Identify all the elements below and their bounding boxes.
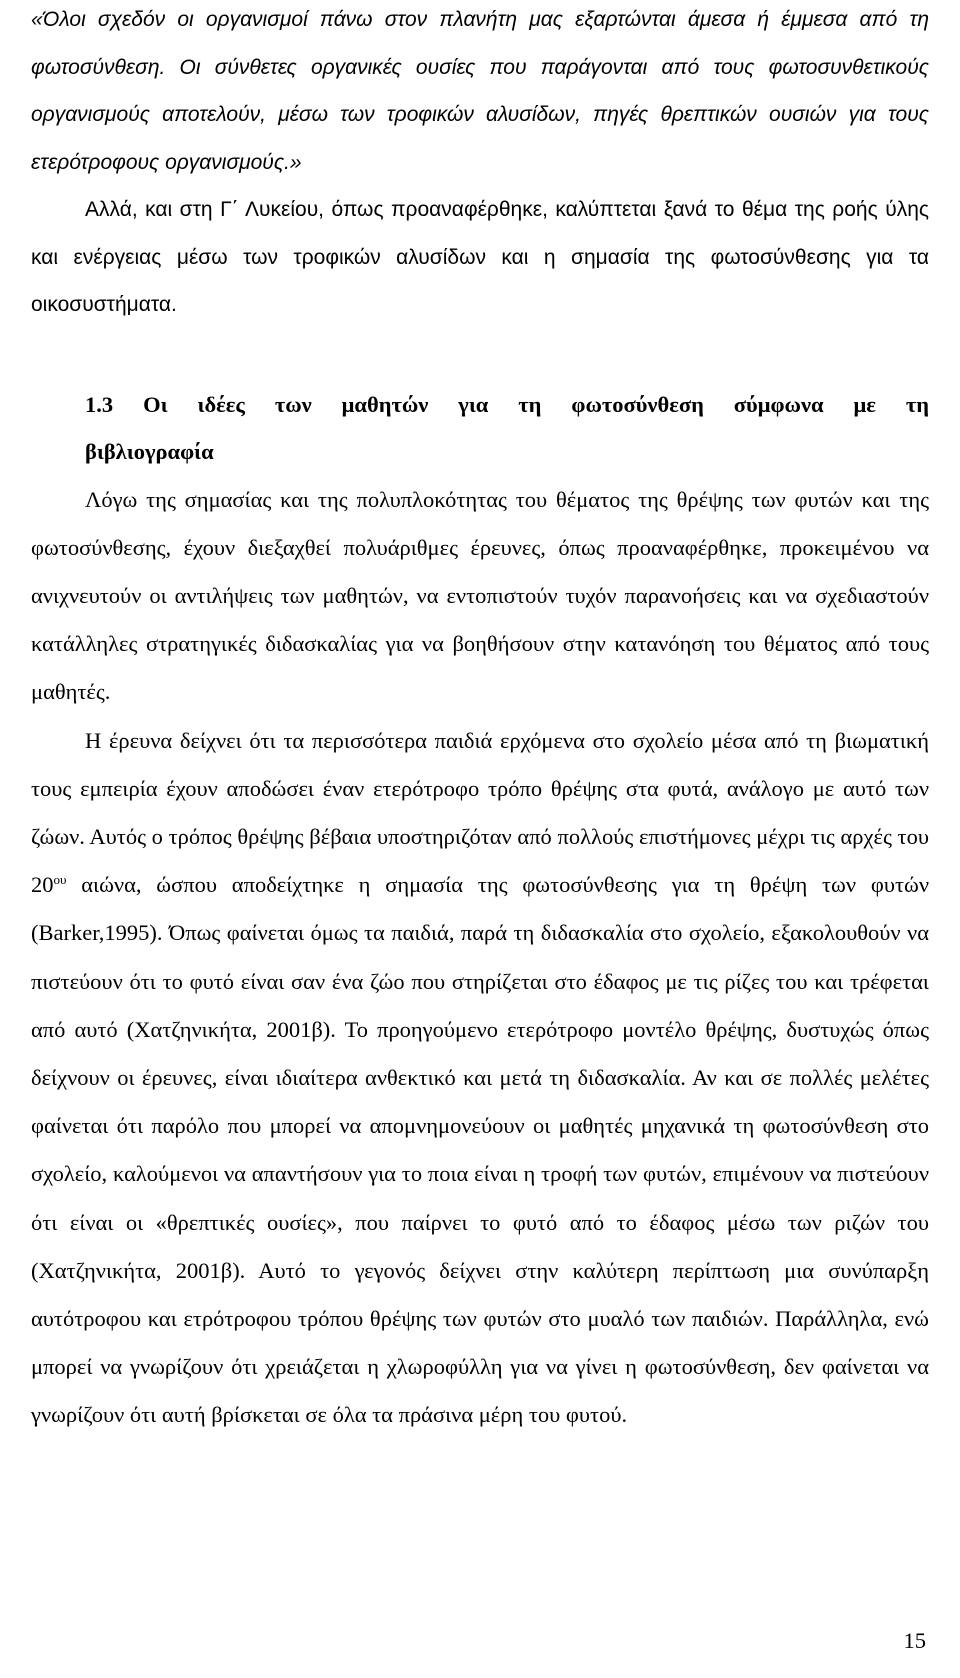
body-paragraph-2-part-2: αιώνα, ώσπου αποδείχτηκε η σημασία της φωτοσύνθεσης για τη θρέψη των φυτών (Barker,1995). Όπως φαίνεται όμως τα παιδιά, παρά τη διδασκαλία στο σχολείο, εξακολουθούν να πιστεύουν ότι το φυτό είναι σαν ένα ζώο που στηρίζεται στο έδαφος με τις ρίζες του και τρέφεται από αυτό (Χατζηνικήτα, 2001β). Το προηγούμενο ετερότροφο μοντέλο θρέψης, δυστυχώς όπως δείχνουν οι έρευνες, είναι ιδιαίτερα ανθεκτικό και μετά τη διδασκαλία. Αν και σε πολλές μελέτες φαίνεται ότι παρόλο που μπορεί να απομνημονεύουν οι μαθητές μηχανικά τη φωτοσύνθεση στο σχολείο, καλούμενοι να απαντήσουν για το ποια είναι η τροφή των φυτών, επιμένουν να πιστεύουν ότι είναι οι «θρεπτικές ουσίες», που παίρνει το φυτό από το έδαφος μέσω των ριζών του (Χατζηνικήτα, 2001β). Αυτό το γεγονός δείχνει στην καλύτερη περίπτωση μια συνύπαρξη αυτότροφου και ετρότροφου τρόπου θρέψης των φυτών στο μυαλό των παιδιών. Παράλληλα, ενώ μπορεί να γνωρίζουν ότι χρειάζεται η χλωροφύλλη για να γίνει η φωτοσύνθεση, δεν φαίνεται να γνωρίζουν ότι αυτή βρίσκεται σε όλα τα πράσινα μέρη του φυτού.	[31, 872, 929, 1428]
document-page	[31, 0, 929, 1440]
ordinal-superscript: ου	[53, 872, 67, 888]
body-paragraph-2	[31, 717, 929, 1440]
quote-paragraph: «Όλοι σχεδόν οι οργανισμοί πάνω στον πλανήτη μας εξαρτώνται άμεσα ή έμμεσα από τη φωτοσύνθεση. Οι σύνθετες οργανικές ουσίες που παράγονται από τους φωτοσυνθετικούς οργανισμούς αποτελούν, μέσω των τροφικών αλυσίδων, πηγές θρεπτικών ουσιών για τους ετερότροφους οργανισμούς.»	[31, 8, 929, 174]
body-paragraph-2-part-1: Η έρευνα δείχνει ότι τα περισσότερα παιδιά ερχόμενα στο σχολείο μέσα από τη βιωματική τους εμπειρία έχουν αποδώσει έναν ετερότροφο τρόπο θρέψης στα φυτά, ανάλογο με αυτό των ζώων. Αυτός ο τρόπος θρέψης βέβαια υποστηριζόταν από πολλούς επιστήμονες μέχρι τις αρχές του 20	[31, 727, 929, 898]
page-number: 15	[903, 1628, 926, 1653]
spacer	[31, 329, 929, 381]
intro-paragraph: Αλλά, και στη Γ΄ Λυκείου, όπως προαναφέρθηκε, καλύπτεται ξανά το θέμα της ροής ύλης και ενέργειας μέσω των τροφικών αλυσίδων και η σημασία της φωτοσύνθεσης για τα οικοσυστήματα.	[31, 198, 929, 316]
section-heading: 1.3 Οι ιδέες των μαθητών για τη φωτοσύνθεση σύμφωνα με τη βιβλιογραφία	[85, 391, 929, 464]
body-paragraph-1: Λόγω της σημασίας και της πολυπλοκότητας του θέματος της θρέψης των φυτών και της φωτοσύνθεσης, έχουν διεξαχθεί πολυάριθμες έρευνες, όπως προαναφέρθηκε, προκειμένου να ανιχνευτούν οι αντιλήψεις των μαθητών, να εντοπιστούν τυχόν παρανοήσεις και να σχεδιαστούν κατάλληλες στρατηγικές διδασκαλίας για να βοηθήσουν στην κατανόηση του θέματος από τους μαθητές.	[31, 486, 929, 705]
